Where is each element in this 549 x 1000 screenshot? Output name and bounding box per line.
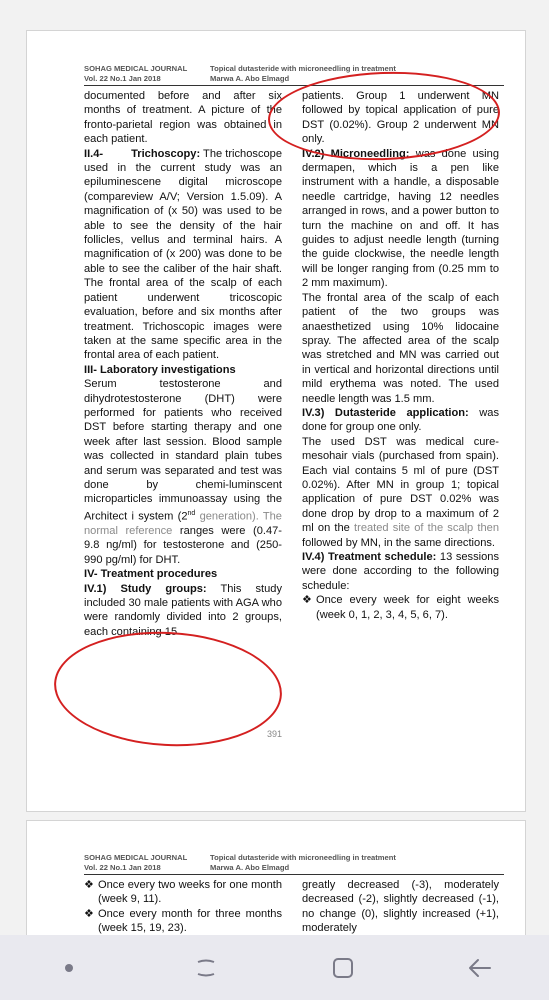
paragraph-microneedling: IV.2) Microneedling: was done using dermapen, which is a pen like instrument with a handle, a disposable needle cartridge, having 12 needles arranged in rows, and a power button to turn the machine on and off. It has guides to adjust needle length (turning the guide clockwise, the needle length will be longer ranging from (0.25 mm to 2 mm maximum).	[302, 147, 499, 290]
paragraph-photo: documented before and after six months of treatment. A picture of the fronto-parietal region was obtained in each patient.	[84, 90, 282, 146]
journal-page-next	[26, 820, 526, 950]
back-button[interactable]	[450, 948, 510, 988]
paragraph-study-groups: IV.1) Study groups: This study included 30 male patients with AGA who were randomly divided into 2 groups, each containing 15	[84, 582, 282, 638]
section-number-trichoscopy: II.4-	[84, 147, 104, 160]
journal-volume: Vol. 22 No.1 Jan 2018	[84, 73, 161, 83]
home-button[interactable]	[313, 948, 373, 988]
page-number: 391	[267, 729, 283, 739]
section-heading-trichoscopy: Trichoscopy:	[131, 147, 201, 160]
navigation-bar	[0, 935, 549, 1000]
recent-apps-button[interactable]	[176, 948, 236, 988]
article-author: Marwa A. Abo Elmagd	[210, 73, 290, 83]
bullet-icon: ❖	[84, 907, 94, 920]
paragraph-dst-details: The used DST was medical cure-mesohair vials (purchased from spain). Each vial contains 5 ml of pure (DST 0.02%). After MN in group 1; topical application of pure DST 0.02% was done drop by drop to a maximum of 2 ml on the treated site of the scalp then followed by MN, in the same directions.	[302, 435, 499, 549]
home-icon	[331, 956, 355, 980]
left-column	[84, 878, 282, 936]
left-column	[84, 89, 282, 639]
article-author: Marwa A. Abo Elmagd	[210, 862, 290, 872]
running-header	[84, 853, 504, 872]
paragraph-dutasteride: IV.3) Dutasteride application: was done for group one only.	[302, 406, 500, 434]
bullet-icon: ❖	[302, 594, 312, 607]
list-item: ❖ Once every week for eight weeks (week 0, 1, 2, 3, 4, 5, 6, 7).	[302, 594, 499, 621]
journal-name: SOHAG MEDICAL JOURNAL	[84, 64, 188, 73]
section-heading-lab: III- Laboratory investigations	[84, 363, 236, 376]
back-arrow-icon	[467, 956, 493, 980]
section-heading-treatment: IV- Treatment procedures	[84, 568, 218, 581]
right-column	[302, 878, 499, 936]
paragraph-trichoscopy: II.4- Trichoscopy: The trichoscope used in the current study was an epiluminescene digital microscope (compareview A/V; Version 1.5.09). A magnification of (x 50) was used to be able to see the density of the hair follicles, vellus and terminal hairs. A magnification of (x 200) was done to be able to see the caliber of the hair shaft. The frontal area of the scalp of each patient underwent tricoscopic evaluation, before and six months after treatment. Trichoscopic images were taken at the same specific area in the frontal area of each patient.	[84, 147, 282, 362]
paragraph-score-scale: greatly decreased (-3), moderately decreased (-2), slightly decreased (-1), no change (0), slightly increased (+1), moderately	[302, 879, 499, 935]
journal-name: SOHAG MEDICAL JOURNAL	[84, 853, 188, 862]
list-item: ❖ Once every two weeks for one month (week 9, 11).	[84, 879, 282, 906]
right-column	[302, 89, 499, 622]
article-title: Topical dutasteride with microneedling in treatment	[210, 64, 396, 73]
paragraph-schedule: IV.4) Treatment schedule: 13 sessions were done according to the following schedule:	[302, 551, 499, 592]
header-divider	[84, 874, 504, 875]
paragraph-frontal-area: The frontal area of the scalp of each patient of the two groups was anaesthetized using 10% lidocaine spray. The affected area of the scalp was stretched and MN was carried out in vertical and horizontal directions until mild erythema was noted. The used needle length was 1.5 mm.	[302, 291, 499, 405]
bullet-icon: ❖	[84, 879, 94, 891]
recent-apps-icon	[194, 956, 218, 980]
paragraph-lab: Serum testosterone and dihydrotestosterone (DHT) were performed for patients who received DST before starting therapy and one week after last session. Blood sample was collected in standard plain tubes and serum was separated and test was done by chemi-luminscent microparticles immunoassay using the Architect i system (2nd generation). The normal reference ranges were (0.47- 9.8 ng/ml) for testosterone and (250- 990 pg/ml) for DHT.	[84, 378, 282, 566]
article-title: Topical dutasteride with microneedling in treatment	[210, 853, 396, 862]
dot-icon	[64, 963, 74, 973]
assistant-dot-button[interactable]	[39, 948, 99, 988]
list-item: ❖ Once every month for three months (week 15, 19, 23).	[84, 907, 282, 935]
paragraph-groups: patients. Group 1 underwent MN followed by topical application of pure DST (0.02%). Group 2 underwent MN only.	[302, 90, 499, 146]
journal-volume: Vol. 22 No.1 Jan 2018	[84, 862, 161, 872]
